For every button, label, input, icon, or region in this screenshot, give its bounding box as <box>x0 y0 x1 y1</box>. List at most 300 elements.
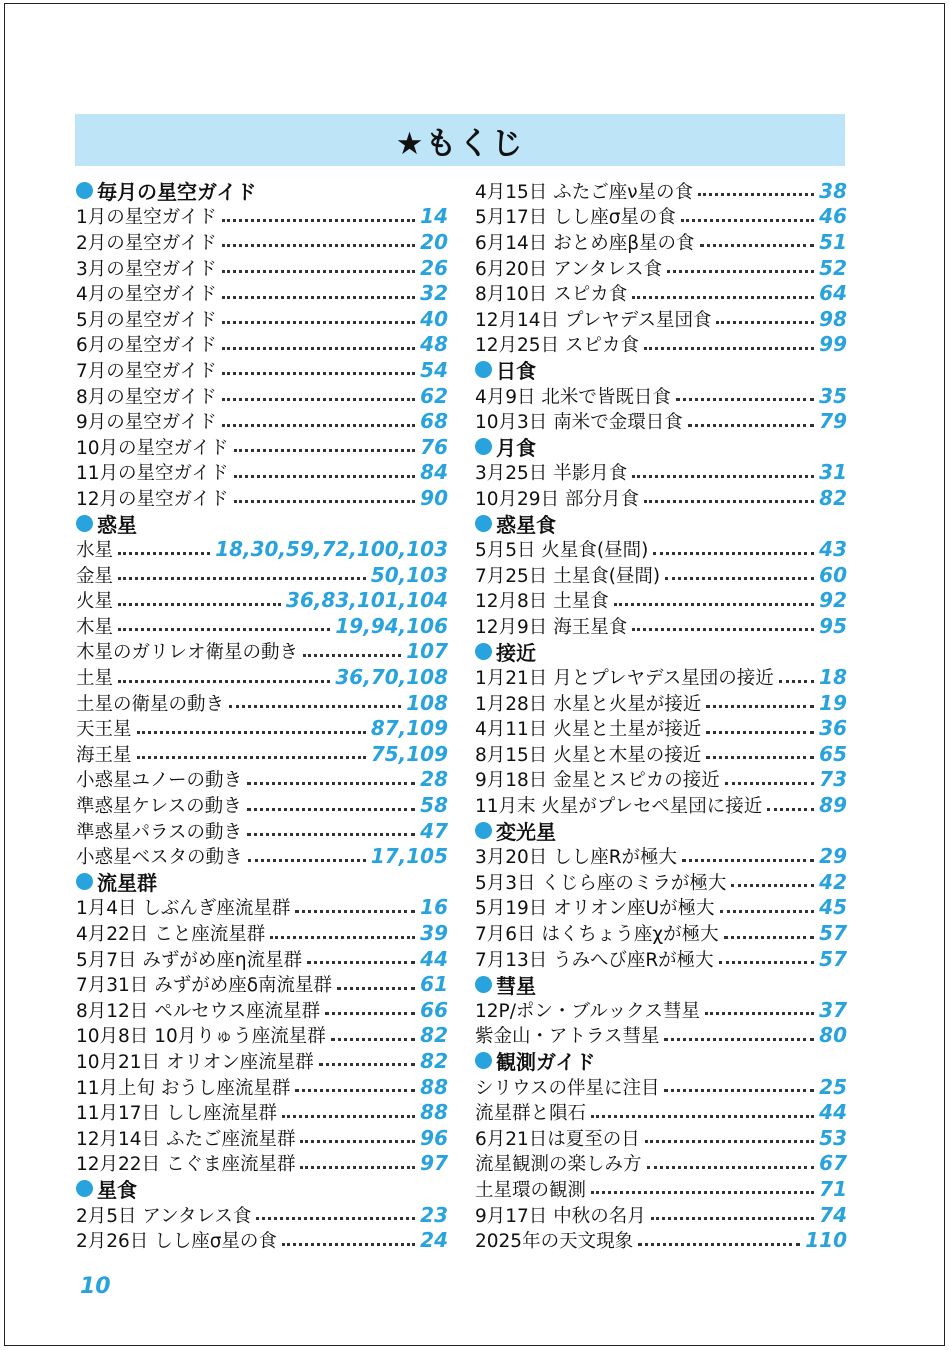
dot-leader <box>137 731 366 734</box>
entry-page-number: 47 <box>420 818 448 843</box>
entry-label: 12月14日 プレヤデス星団食 <box>475 309 712 331</box>
entry-label: 4月9日 北米で皆既日食 <box>475 386 671 408</box>
page-number: 10 <box>80 1274 111 1299</box>
toc-entry[interactable] <box>76 1023 448 1049</box>
entry-label: 金星 <box>76 565 114 587</box>
entry-page-number: 14 <box>420 204 448 229</box>
toc-section-header <box>475 1048 847 1074</box>
section-title: 惑星食 <box>496 513 556 537</box>
toc-entry[interactable] <box>76 562 448 588</box>
entry-label: 土星環の観測 <box>475 1179 587 1201</box>
dot-leader <box>222 244 415 247</box>
entry-label: 3月25日 半影月食 <box>475 463 628 485</box>
toc-section-header <box>475 434 847 460</box>
bullet-circle-icon <box>76 515 93 532</box>
entry-label: 11月末 火星がプレセペ星団に接近 <box>475 796 763 818</box>
entry-label: 5月19日 オリオン座Uが極大 <box>475 898 715 920</box>
bullet-circle-icon <box>475 361 492 378</box>
toc-entry[interactable] <box>76 971 448 997</box>
toc-entry[interactable] <box>475 1023 847 1049</box>
toc-entry[interactable] <box>475 1176 847 1202</box>
dot-leader <box>248 859 366 862</box>
toc-entry[interactable] <box>76 306 448 332</box>
entry-label: 土星の衛星の動き <box>76 693 225 715</box>
toc-section-header <box>76 1176 448 1202</box>
dot-leader <box>325 1012 415 1015</box>
dot-leader <box>137 756 366 759</box>
entry-page-number: 80 <box>819 1023 847 1048</box>
page-frame <box>4 3 945 1346</box>
toc-section-header <box>475 511 847 537</box>
toc-section-header <box>475 818 847 844</box>
toc-title: ★もくじ <box>395 125 525 162</box>
entry-label: 5月17日 しし座σ星の食 <box>475 207 676 229</box>
bullet-circle-icon <box>76 1180 93 1197</box>
section-title: 惑星 <box>97 513 137 537</box>
section-title: 変光星 <box>496 820 556 844</box>
toc-entry[interactable] <box>475 767 847 793</box>
entry-label: 4月22日 こと座流星群 <box>76 924 266 946</box>
dot-leader <box>118 552 210 555</box>
toc-entry[interactable] <box>475 792 847 818</box>
toc-entry[interactable] <box>76 332 448 358</box>
dot-leader <box>331 1038 415 1041</box>
entry-page-number: 82 <box>420 1048 448 1073</box>
dot-leader <box>664 1038 814 1041</box>
section-title: 流星群 <box>97 871 157 895</box>
dot-leader <box>651 1217 814 1220</box>
toc-section-header <box>76 869 448 895</box>
dot-leader <box>337 987 415 990</box>
dot-leader <box>720 910 815 913</box>
toc-entry[interactable] <box>76 408 448 434</box>
toc-section-header <box>76 511 448 537</box>
toc-entry[interactable] <box>475 664 847 690</box>
entry-label: 小惑星ベスタの動き <box>76 847 243 869</box>
entry-label: 9月17日 中秋の名月 <box>475 1205 646 1227</box>
entry-label: 10月29日 部分月食 <box>475 488 639 510</box>
entry-label: 6月14日 おとめ座β星の食 <box>475 232 695 254</box>
dot-leader <box>719 961 814 964</box>
entry-page-number: 107 <box>406 639 448 664</box>
toc-entry[interactable] <box>76 485 448 511</box>
toc-entry[interactable] <box>475 1151 847 1177</box>
dot-leader <box>282 1115 415 1118</box>
entry-label: 7月25日 土星食(昼間) <box>475 565 661 587</box>
toc-entry[interactable] <box>475 741 847 767</box>
entry-page-number: 71 <box>819 1176 847 1201</box>
toc-entry[interactable] <box>76 715 448 741</box>
dot-leader <box>300 1166 415 1169</box>
dot-leader <box>632 628 814 631</box>
dot-leader <box>118 680 330 683</box>
entry-page-number: 87,109 <box>370 716 448 741</box>
entry-label: 木星のガリレオ衛星の動き <box>76 642 299 664</box>
entry-page-number: 110 <box>805 1228 847 1253</box>
entry-label: 12月25日 スピカ食 <box>475 335 639 357</box>
entry-page-number: 45 <box>819 895 847 920</box>
entry-page-number: 37 <box>819 997 847 1022</box>
dot-leader <box>724 936 815 939</box>
entry-page-number: 79 <box>819 409 847 434</box>
toc-entry[interactable] <box>475 408 847 434</box>
dot-leader <box>247 782 415 785</box>
entry-label: 流星群と隕石 <box>475 1103 587 1125</box>
toc-left-column <box>76 178 448 1253</box>
dot-leader <box>681 219 814 222</box>
dot-leader <box>632 296 814 299</box>
entry-page-number: 44 <box>819 1100 847 1125</box>
entry-label: 12月9日 海王星食 <box>475 616 628 638</box>
entry-label: 12月22日 こぐま座流星群 <box>76 1154 296 1176</box>
entry-page-number: 35 <box>819 383 847 408</box>
entry-page-number: 23 <box>420 1202 448 1227</box>
entry-label: 5月の星空ガイド <box>76 309 217 331</box>
toc-entry[interactable] <box>76 434 448 460</box>
toc-entry[interactable] <box>76 357 448 383</box>
toc-entry[interactable] <box>475 613 847 639</box>
entry-label: 2月5日 アンタレス食 <box>76 1205 252 1227</box>
toc-section-header <box>475 971 847 997</box>
entry-page-number: 57 <box>819 946 847 971</box>
entry-page-number: 92 <box>819 588 847 613</box>
entry-page-number: 90 <box>420 485 448 510</box>
entry-page-number: 89 <box>819 793 847 818</box>
entry-page-number: 108 <box>406 690 448 715</box>
dot-leader <box>222 219 415 222</box>
dot-leader <box>706 756 814 759</box>
bullet-circle-icon <box>475 976 492 993</box>
toc-entry[interactable] <box>76 664 448 690</box>
toc-title-bar <box>75 114 845 166</box>
toc-section-header <box>475 357 847 383</box>
toc-entry[interactable] <box>475 485 847 511</box>
toc-entry[interactable] <box>76 741 448 767</box>
entry-label: 10月21日 オリオン座流星群 <box>76 1051 314 1073</box>
dot-leader <box>256 1217 415 1220</box>
toc-entry[interactable] <box>76 1151 448 1177</box>
dot-leader <box>319 1063 415 1066</box>
toc-entry[interactable] <box>475 588 847 614</box>
dot-leader <box>698 193 814 196</box>
entry-page-number: 19,94,106 <box>335 613 448 638</box>
entry-label: 7月31日 みずがめ座δ南流星群 <box>76 975 333 997</box>
entry-label: 4月11日 火星と土星が接近 <box>475 719 702 741</box>
entry-label: 11月上旬 おうし座流星群 <box>76 1077 291 1099</box>
entry-page-number: 68 <box>420 409 448 434</box>
toc-entry[interactable] <box>76 895 448 921</box>
section-title: 月食 <box>496 436 536 460</box>
entry-page-number: 82 <box>819 485 847 510</box>
dot-leader <box>614 603 814 606</box>
entry-page-number: 50,103 <box>370 562 448 587</box>
entry-label: 3月20日 しし座Rが極大 <box>475 847 678 869</box>
entry-page-number: 98 <box>819 306 847 331</box>
toc-entry[interactable] <box>76 255 448 281</box>
dot-leader <box>118 577 366 580</box>
entry-label: 準惑星ケレスの動き <box>76 796 242 818</box>
entry-page-number: 82 <box>420 1023 448 1048</box>
entry-label: 6月の星空ガイド <box>76 335 217 357</box>
entry-page-number: 54 <box>420 357 448 382</box>
toc-entry[interactable] <box>76 792 448 818</box>
toc-entry[interactable] <box>76 460 448 486</box>
toc-entry[interactable] <box>76 204 448 230</box>
entry-label: 7月6日 はくちょう座χが極大 <box>475 924 719 946</box>
entry-page-number: 84 <box>420 460 448 485</box>
dot-leader <box>779 680 814 683</box>
dot-leader <box>222 372 415 375</box>
entry-label: 12月14日 ふたご座流星群 <box>76 1128 296 1150</box>
entry-page-number: 73 <box>819 767 847 792</box>
section-title: 日食 <box>496 359 536 383</box>
entry-page-number: 44 <box>420 946 448 971</box>
dot-leader <box>667 270 814 273</box>
toc-entry[interactable] <box>76 229 448 255</box>
entry-page-number: 88 <box>420 1074 448 1099</box>
dot-leader <box>222 296 415 299</box>
dot-leader <box>591 1115 814 1118</box>
dot-leader <box>118 628 330 631</box>
entry-label: 8月10日 スピカ食 <box>475 284 628 306</box>
entry-page-number: 75,109 <box>370 741 448 766</box>
entry-label: 2月の星空ガイド <box>76 232 217 254</box>
entry-page-number: 18,30,59,72,100,103 <box>215 537 448 562</box>
entry-page-number: 28 <box>420 767 448 792</box>
toc-entry[interactable] <box>475 997 847 1023</box>
toc-entry[interactable] <box>76 1099 448 1125</box>
entry-page-number: 40 <box>420 306 448 331</box>
toc-entry[interactable] <box>76 639 448 665</box>
entry-page-number: 76 <box>420 434 448 459</box>
entry-label: 木星 <box>76 616 114 638</box>
entry-page-number: 52 <box>819 255 847 280</box>
toc-entry[interactable] <box>76 588 448 614</box>
entry-page-number: 46 <box>819 204 847 229</box>
dot-leader <box>222 321 415 324</box>
entry-page-number: 60 <box>819 562 847 587</box>
toc-entry[interactable] <box>475 332 847 358</box>
bullet-circle-icon <box>475 643 492 660</box>
dot-leader <box>222 270 415 273</box>
dot-leader <box>688 424 814 427</box>
toc-entry[interactable] <box>475 562 847 588</box>
dot-leader <box>222 347 415 350</box>
dot-leader <box>731 884 814 887</box>
entry-page-number: 16 <box>420 895 448 920</box>
entry-label: 8月12日 ペルセウス座流星群 <box>76 1000 321 1022</box>
toc-entry[interactable] <box>475 1125 847 1151</box>
bullet-circle-icon <box>76 182 93 199</box>
toc-entry[interactable] <box>475 1202 847 1228</box>
dot-leader <box>638 1243 800 1246</box>
entry-page-number: 65 <box>819 741 847 766</box>
entry-page-number: 74 <box>819 1202 847 1227</box>
dot-leader <box>647 1166 815 1169</box>
entry-page-number: 39 <box>420 921 448 946</box>
toc-entry[interactable] <box>76 767 448 793</box>
entry-label: 4月15日 ふたご座ν星の食 <box>475 181 694 203</box>
dot-leader <box>665 577 814 580</box>
entry-page-number: 67 <box>819 1151 847 1176</box>
dot-leader <box>725 782 814 785</box>
bullet-circle-icon <box>475 822 492 839</box>
entry-page-number: 19 <box>819 690 847 715</box>
entry-page-number: 26 <box>420 255 448 280</box>
entry-label: 2月26日 しし座σ星の食 <box>76 1231 277 1253</box>
entry-label: 流星観測の楽しみ方 <box>475 1154 642 1176</box>
toc-entry[interactable] <box>76 818 448 844</box>
entry-page-number: 51 <box>819 229 847 254</box>
entry-page-number: 32 <box>420 281 448 306</box>
entry-label: 7月13日 うみへび座Rが極大 <box>475 949 714 971</box>
entry-page-number: 25 <box>819 1074 847 1099</box>
dot-leader <box>282 1243 415 1246</box>
dot-leader <box>632 475 814 478</box>
toc-entry[interactable] <box>76 536 448 562</box>
entry-label: 1月の星空ガイド <box>76 207 217 229</box>
section-title: 毎月の星空ガイド <box>97 180 257 204</box>
entry-label: 海王星 <box>76 744 132 766</box>
toc-entry[interactable] <box>76 1202 448 1228</box>
toc-entry[interactable] <box>76 690 448 716</box>
dot-leader <box>645 1140 814 1143</box>
dot-leader <box>270 936 415 939</box>
toc-entry[interactable] <box>76 1048 448 1074</box>
toc-entry[interactable] <box>475 1099 847 1125</box>
entry-page-number: 29 <box>819 844 847 869</box>
entry-page-number: 18 <box>819 665 847 690</box>
entry-label: 2025年の天文現象 <box>475 1231 634 1253</box>
toc-entry[interactable] <box>76 920 448 946</box>
entry-page-number: 36 <box>819 716 847 741</box>
toc-entry[interactable] <box>475 715 847 741</box>
entry-page-number: 62 <box>420 383 448 408</box>
dot-leader <box>303 654 401 657</box>
entry-label: 8月の星空ガイド <box>76 386 217 408</box>
toc-entry[interactable] <box>76 280 448 306</box>
dot-leader <box>664 1089 814 1092</box>
dot-leader <box>644 347 814 350</box>
entry-page-number: 38 <box>819 178 847 203</box>
toc-entry[interactable] <box>76 997 448 1023</box>
toc-entry[interactable] <box>475 460 847 486</box>
section-title: 接近 <box>496 640 536 665</box>
entry-page-number: 57 <box>819 921 847 946</box>
entry-label: 12P/ポン・ブルックス彗星 <box>475 1000 701 1022</box>
entry-label: 3月の星空ガイド <box>76 258 217 280</box>
dot-leader <box>767 808 814 811</box>
entry-label: 5月5日 火星食(昼間) <box>475 540 649 562</box>
entry-page-number: 20 <box>420 229 448 254</box>
dot-leader <box>234 475 416 478</box>
dot-leader <box>300 1140 415 1143</box>
toc-entry[interactable] <box>475 895 847 921</box>
toc-entry[interactable] <box>475 229 847 255</box>
dot-leader <box>706 731 814 734</box>
toc-section-header <box>475 639 847 665</box>
toc-entry[interactable] <box>76 1074 448 1100</box>
dot-leader <box>644 500 814 503</box>
section-title: 彗星 <box>496 973 536 997</box>
entry-label: 1月4日 しぶんぎ座流星群 <box>76 898 291 920</box>
entry-label: 火星 <box>76 591 114 613</box>
dot-leader <box>676 398 814 401</box>
toc-entry[interactable] <box>475 178 847 204</box>
entry-label: 土星 <box>76 668 114 690</box>
entry-label: 1月21日 月とプレヤデス星団の接近 <box>475 668 774 690</box>
toc-entry[interactable] <box>76 1125 448 1151</box>
toc-entry[interactable] <box>475 920 847 946</box>
entry-label: 6月21日は夏至の日 <box>475 1128 640 1150</box>
toc-entry[interactable] <box>475 843 847 869</box>
entry-label: 紫金山・アトラス彗星 <box>475 1026 660 1048</box>
entry-page-number: 36,83,101,104 <box>286 588 448 613</box>
entry-label: 4月の星空ガイド <box>76 284 217 306</box>
toc-entry[interactable] <box>475 204 847 230</box>
entry-page-number: 61 <box>420 972 448 997</box>
entry-label: 5月3日 くじら座のミラが極大 <box>475 872 727 894</box>
entry-page-number: 95 <box>819 613 847 638</box>
toc-entry[interactable] <box>475 280 847 306</box>
entry-label: シリウスの伴星に注目 <box>475 1077 660 1099</box>
section-title: 星食 <box>97 1178 137 1202</box>
toc-section-header <box>76 178 448 204</box>
entry-label: 7月の星空ガイド <box>76 360 217 382</box>
dot-leader <box>591 1191 814 1194</box>
entry-page-number: 17,105 <box>370 844 448 869</box>
toc-entry[interactable] <box>76 1227 448 1253</box>
toc-entry[interactable] <box>475 946 847 972</box>
dot-leader <box>229 705 401 708</box>
toc-entry[interactable] <box>475 869 847 895</box>
dot-leader <box>222 424 415 427</box>
toc-entry[interactable] <box>475 1227 847 1253</box>
entry-page-number: 64 <box>819 281 847 306</box>
toc-entry[interactable] <box>475 536 847 562</box>
toc-entry[interactable] <box>475 690 847 716</box>
toc-entry[interactable] <box>76 843 448 869</box>
entry-page-number: 99 <box>819 332 847 357</box>
entry-label: 5月7日 みずがめ座η流星群 <box>76 949 303 971</box>
dot-leader <box>700 244 815 247</box>
entry-page-number: 36,70,108 <box>335 665 448 690</box>
bullet-circle-icon <box>76 873 93 890</box>
toc-entry[interactable] <box>475 1074 847 1100</box>
entry-label: 1月28日 水星と火星が接近 <box>475 693 702 715</box>
entry-page-number: 58 <box>420 793 448 818</box>
toc-entry[interactable] <box>76 383 448 409</box>
toc-entry[interactable] <box>475 255 847 281</box>
toc-entry[interactable] <box>475 383 847 409</box>
section-title: 観測ガイド <box>496 1050 596 1074</box>
dot-leader <box>705 1012 814 1015</box>
entry-label: 10月3日 南米で金環日食 <box>475 412 683 434</box>
dot-leader <box>247 833 415 836</box>
dot-leader <box>234 500 416 503</box>
dot-leader <box>682 859 814 862</box>
entry-label: 準惑星パラスの動き <box>76 821 242 843</box>
entry-page-number: 88 <box>420 1100 448 1125</box>
dot-leader <box>653 552 814 555</box>
entry-label: 11月の星空ガイド <box>76 463 229 485</box>
toc-entry[interactable] <box>475 306 847 332</box>
entry-page-number: 42 <box>819 869 847 894</box>
toc-entry[interactable] <box>76 613 448 639</box>
dot-leader <box>118 603 281 606</box>
toc-entry[interactable] <box>76 946 448 972</box>
bullet-circle-icon <box>475 515 492 532</box>
